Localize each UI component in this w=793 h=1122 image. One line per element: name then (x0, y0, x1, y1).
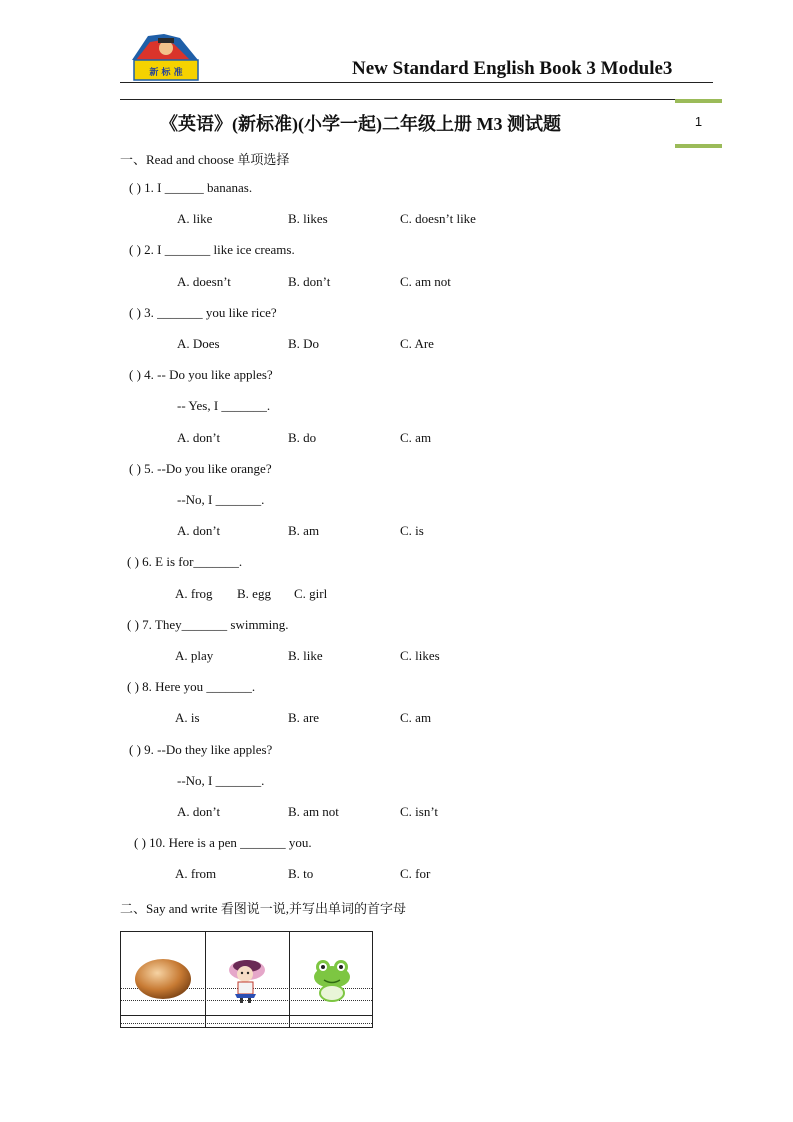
question-stem: ( ) 9. --Do they like apples? (129, 742, 273, 757)
header-title: New Standard English Book 3 Module3 (352, 58, 673, 79)
option-a: A. don’t (177, 523, 221, 538)
option-a: A. is (175, 710, 200, 725)
option-b: B. like (288, 648, 323, 663)
page-number-bar-top (675, 99, 722, 103)
option-a: A. Does (177, 336, 220, 351)
option-c: C. girl (294, 586, 328, 601)
option-b: B. Do (288, 336, 320, 351)
option-a: A. frog (175, 586, 213, 601)
writing-base-line (121, 1015, 372, 1016)
logo-text: 新 标 准 (149, 68, 183, 78)
option-b: B. am not (288, 804, 339, 819)
page-number-bar-bottom (675, 144, 722, 148)
title-top-rule (120, 99, 675, 100)
question-stem: ( ) 10. Here is a pen _______ you. (134, 835, 312, 850)
question-stem: ( ) 6. E is for_______. (127, 554, 243, 569)
option-b: B. egg (237, 586, 271, 601)
question-stem: ( ) 5. --Do you like orange? (129, 461, 272, 476)
option-b: B. don’t (288, 274, 331, 289)
writing-guide-line (121, 1023, 372, 1024)
option-b: B. am (288, 523, 320, 538)
option-a: A. doesn’t (177, 274, 231, 289)
option-b: B. do (288, 430, 317, 445)
option-a: A. play (175, 648, 214, 663)
option-c: C. for (400, 866, 431, 881)
question-stem: ( ) 7. They_______ swimming. (127, 617, 289, 632)
publisher-logo (128, 30, 202, 82)
table-column-divider (289, 932, 290, 1027)
table-column-divider (205, 932, 206, 1027)
girl-picture (225, 958, 269, 1004)
document-title: 《英语》(新标准)(小学一起)二年级上册 M3 测试题 (160, 114, 561, 134)
page-number: 1 (694, 114, 703, 129)
option-b: B. are (288, 710, 320, 725)
option-c: C. am not (400, 274, 451, 289)
option-c: C. am (400, 430, 432, 445)
question-stem: ( ) 8. Here you _______. (127, 679, 256, 694)
question-stem: ( ) 4. -- Do you like apples? (129, 367, 273, 382)
option-c: C. Are (400, 336, 434, 351)
egg-picture (133, 957, 193, 1001)
section2-heading: 二、Say and write 看图说一说,并写出单词的首字母 (120, 901, 406, 916)
option-a: A. like (177, 211, 213, 226)
option-a: A. from (175, 866, 217, 881)
header-rule (120, 82, 713, 83)
question-stem: ( ) 2. I _______ like ice creams. (129, 242, 295, 257)
question-reply: --No, I _______. (177, 492, 265, 507)
option-b: B. to (288, 866, 314, 881)
option-a: A. don’t (177, 430, 221, 445)
section1-heading: 一、Read and choose 单项选择 (120, 152, 290, 167)
question-reply: -- Yes, I _______. (177, 398, 271, 413)
question-reply: --No, I _______. (177, 773, 265, 788)
option-c: C. am (400, 710, 432, 725)
question-stem: ( ) 3. _______ you like rice? (129, 305, 277, 320)
frog-picture (310, 957, 354, 1003)
question-stem: ( ) 1. I ______ bananas. (129, 180, 253, 195)
option-b: B. likes (288, 211, 328, 226)
option-c: C. is (400, 523, 424, 538)
option-c: C. likes (400, 648, 440, 663)
picture-table (120, 931, 373, 1028)
option-a: A. don’t (177, 804, 221, 819)
option-c: C. doesn’t like (400, 211, 476, 226)
option-c: C. isn’t (400, 804, 439, 819)
